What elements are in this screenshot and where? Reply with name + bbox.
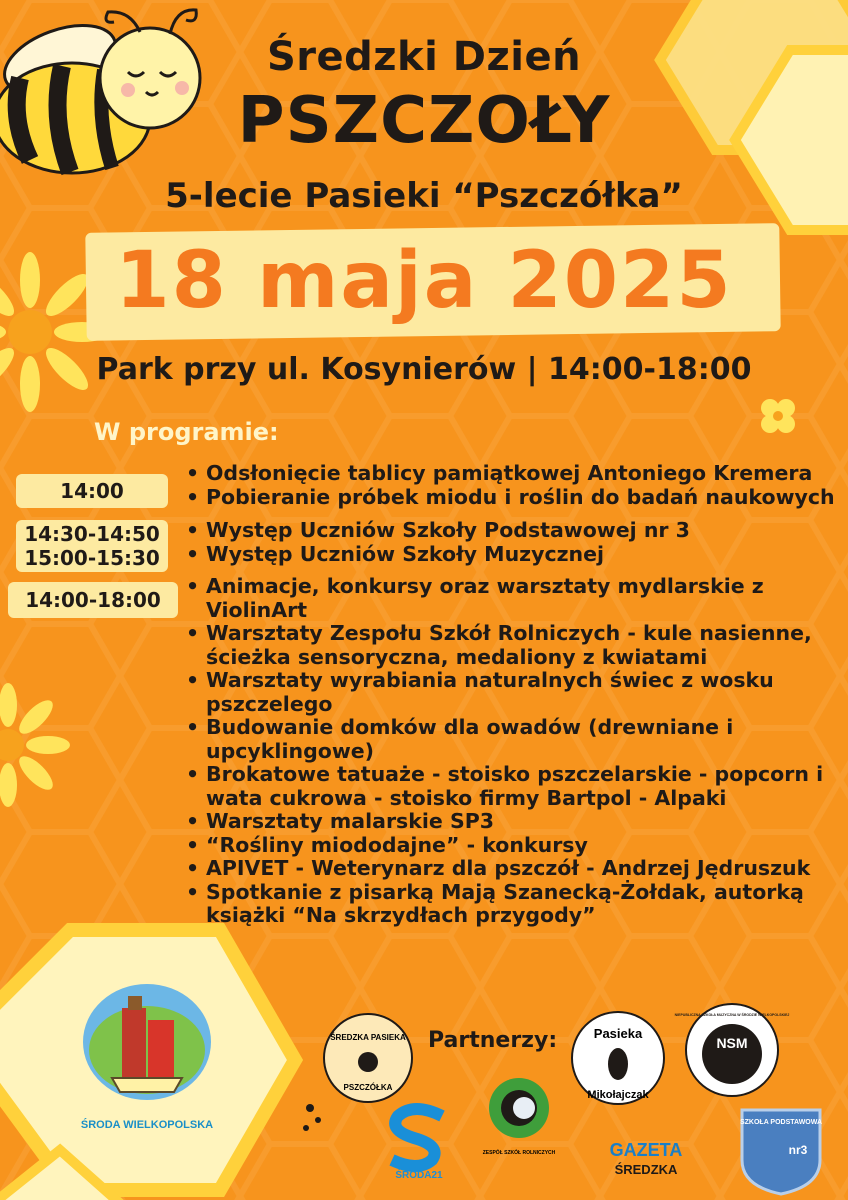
sp3-top-text: SZKOŁA PODSTAWOWA — [739, 1119, 823, 1126]
list-item: • Brokatowe tatuaże - stoisko pszczelarskie - popcorn i wata cukrowa - stoisko firmy Bartpol - Alpaki — [186, 763, 832, 810]
time-badge: 14:00 — [16, 474, 168, 508]
pasieka-bottom-text: PSZCZÓŁKA — [343, 1083, 393, 1092]
time-badge-group — [16, 522, 168, 570]
pasieka-mikolajczak-logo — [568, 1008, 668, 1108]
pasieka-pszczolka-logo — [320, 1010, 416, 1106]
mikolajczak-bottom-text: Mikołajczak — [587, 1089, 649, 1101]
list-item: • Występ Uczniów Szkoły Muzycznej — [186, 543, 836, 567]
list-item: • Odsłonięcie tablicy pamiątkowej Antoniego Kremera — [186, 462, 836, 486]
list-item: • “Rośliny miododajne” - konkursy — [186, 834, 832, 858]
nsm-ring-text: NIEPUBLICZNA SZKOŁA MUZYCZNA W ŚRODZIE WIELKOPOLSKIEJ — [674, 1013, 790, 1017]
nsm-logo — [674, 1002, 790, 1098]
gazeta-sredzka-logo — [592, 1138, 700, 1178]
sroda21-logo — [384, 1100, 454, 1180]
list-item: • APIVET - Weterynarz dla pszczół - Andrzej Jędruszuk — [186, 857, 832, 881]
sp3-number: nr3 — [788, 1143, 808, 1157]
list-item: • Warsztaty wyrabiania naturalnych świec z wosku pszczelego — [186, 669, 832, 716]
time-badge: 14:00-18:00 — [8, 582, 178, 618]
list-item: • Występ Uczniów Szkoły Podstawowej nr 3 — [186, 519, 836, 543]
list-item: • Warsztaty malarskie SP3 — [186, 810, 832, 834]
time-badge: 15:00-15:30 — [24, 546, 160, 570]
program-block-3 — [186, 575, 832, 928]
flower-small-icon — [752, 394, 804, 440]
sroda21-text: ŚRODA21 — [395, 1170, 443, 1181]
zsr-text: ZESPÓŁ SZKÓŁ ROLNICZYCH — [482, 1150, 556, 1156]
nsm-abbr: NSM — [716, 1035, 748, 1051]
title-line-1: Średzki Dzień — [266, 34, 582, 80]
title-line-2: PSZCZOŁY — [237, 84, 611, 158]
subtitle: 5-lecie Pasieki “Pszczółka” — [165, 176, 683, 216]
zsr-logo — [482, 1070, 556, 1162]
pasieka-top-text: ŚREDZKA PASIEKA — [330, 1033, 406, 1042]
gazeta-bottom-text: ŚREDZKA — [614, 1162, 678, 1177]
gazeta-top-text: GAZETA — [609, 1140, 683, 1160]
mikolajczak-top-text: Pasieka — [593, 1026, 643, 1041]
sp3-logo — [736, 1100, 826, 1196]
flower-edge-icon — [0, 680, 80, 810]
decorative-dots — [298, 1100, 328, 1140]
list-item: • Spotkanie z pisarką Mają Szanecką-Żołdak, autorką książki “Na skrzydłach przygody” — [186, 881, 832, 928]
list-item: • Warsztaty Zespołu Szkół Rolniczych - kule nasienne, ścieżka sensoryczna, medaliony z kwiatami — [186, 622, 832, 669]
list-item: • Animacje, konkursy oraz warsztaty mydlarskie z ViolinArt — [186, 575, 832, 622]
list-item: • Pobieranie próbek miodu i roślin do badań naukowych — [186, 486, 836, 510]
city-logo-text: ŚRODA WIELKOPOLSKA — [80, 1119, 214, 1131]
list-item: • Budowanie domków dla owadów (drewniane i upcyklingowe) — [186, 716, 832, 763]
program-heading: W programie: — [94, 418, 279, 446]
event-date: 18 maja 2025 — [115, 236, 733, 326]
partners-label: Partnerzy: — [428, 1028, 558, 1053]
program-block-2 — [186, 519, 836, 566]
time-badge: 14:30-14:50 — [24, 522, 160, 546]
event-place-time: Park przy ul. Kosynierów | 14:00-18:00 — [96, 352, 752, 387]
city-logo — [72, 980, 222, 1130]
program-block-1 — [186, 462, 836, 509]
